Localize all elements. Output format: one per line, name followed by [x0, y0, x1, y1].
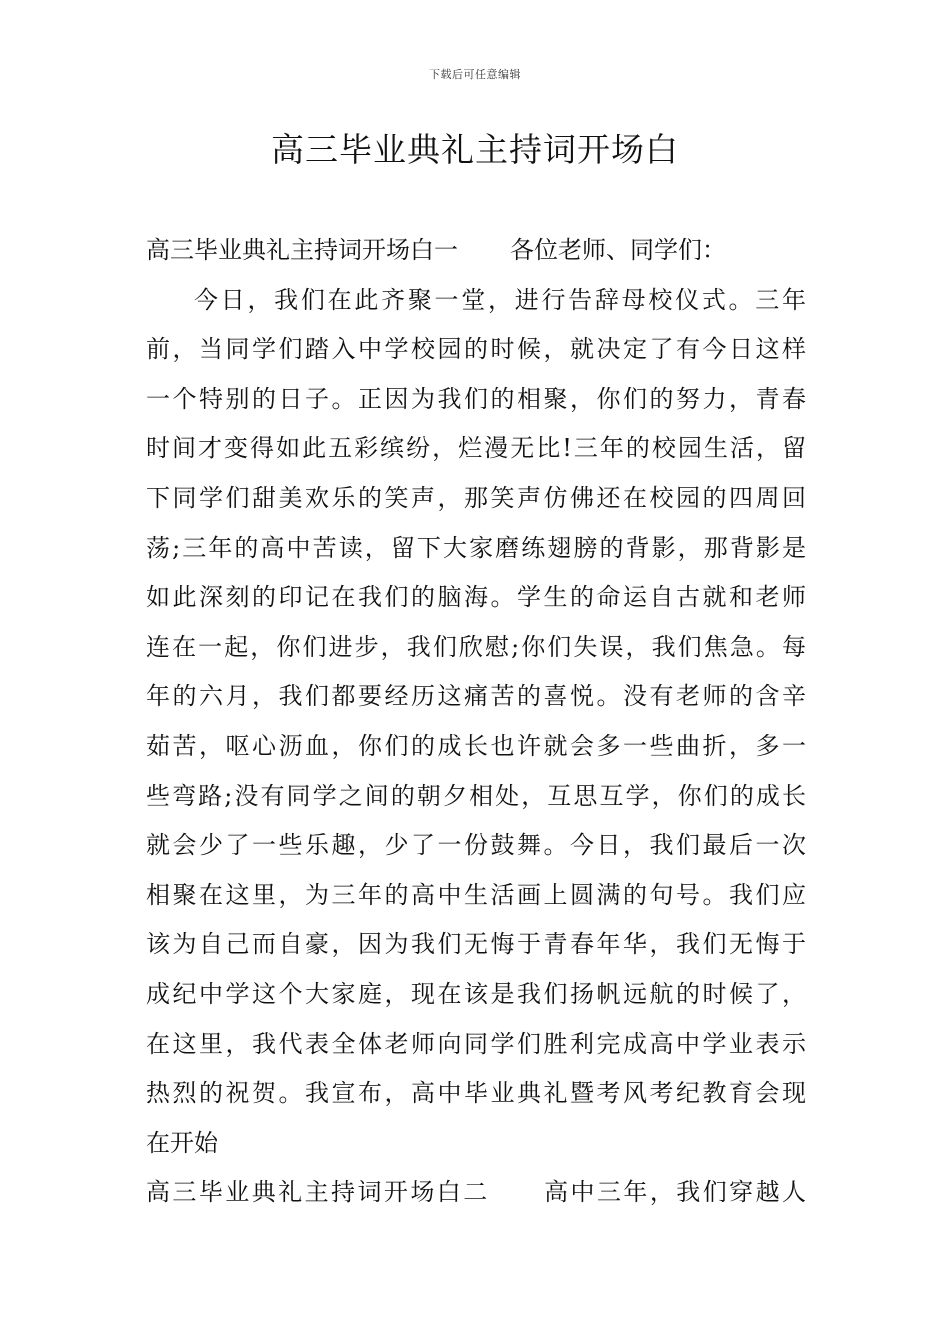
paragraph-line: 在开始 — [146, 1128, 218, 1157]
section-1-heading: 高三毕业典礼主持词开场白一 — [146, 236, 458, 264]
paragraph-line: 年的六月，我们都要经历这痛苦的喜悦。没有老师的含辛 — [146, 682, 806, 711]
paragraph-line: 成纪中学这个大家庭，现在该是我们扬帆远航的时候了， — [146, 979, 806, 1008]
paragraph-line: 时间才变得如此五彩缤纷，烂漫无比!三年的校园生活，留 — [146, 434, 806, 463]
paragraph-line: 茹苦，呕心沥血，你们的成长也许就会多一些曲折，多一 — [146, 731, 806, 760]
section-1-heading-line — [146, 226, 806, 276]
paragraph-line: 在这里，我代表全体老师向同学们胜利完成高中学业表示 — [146, 1029, 806, 1058]
document-title: 高三毕业典礼主持词开场白 — [271, 130, 679, 169]
paragraph-line: 下同学们甜美欢乐的笑声，那笑声仿佛还在校园的四周回 — [146, 483, 806, 512]
document-body — [146, 226, 806, 1218]
paragraph-line: 该为自己而自豪，因为我们无悔于青春年华，我们无悔于 — [146, 930, 806, 959]
section-1-greeting: 各位老师、同学们： — [510, 236, 726, 264]
paragraph-line: 荡;三年的高中苦读，留下大家磨练翅膀的背影，那背影是 — [146, 533, 806, 562]
paragraph-line: 相聚在这里，为三年的高中生活画上圆满的句号。我们应 — [146, 880, 806, 909]
paragraph-line: 热烈的祝贺。我宣布，高中毕业典礼暨考风考纪教育会现 — [146, 1079, 806, 1108]
section-2-heading: 高三毕业典礼主持词开场白二 — [146, 1178, 490, 1207]
paragraph-line: 今日，我们在此齐聚一堂，进行告辞母校仪式。三年 — [194, 285, 806, 314]
paragraph-line: 连在一起，你们进步，我们欣慰;你们失误，我们焦急。每 — [146, 632, 806, 661]
section-2-opening: 高中三年，我们穿越人 — [541, 1178, 806, 1207]
paragraph-line: 前，当同学们踏入中学校园的时候，就决定了有今日这样 — [146, 335, 806, 364]
paragraph-line: 如此深刻的印记在我们的脑海。学生的命运自古就和老师 — [146, 583, 806, 612]
header-note: 下载后可任意编辑 — [429, 68, 521, 81]
paragraph-line: 些弯路;没有同学之间的朝夕相处，互思互学，你们的成长 — [146, 781, 806, 810]
paragraph-line: 就会少了一些乐趣，少了一份鼓舞。今日，我们最后一次 — [146, 831, 806, 860]
section-2-heading-line — [146, 1168, 806, 1218]
paragraph-line: 一个特别的日子。正因为我们的相聚，你们的努力，青春 — [146, 384, 806, 413]
